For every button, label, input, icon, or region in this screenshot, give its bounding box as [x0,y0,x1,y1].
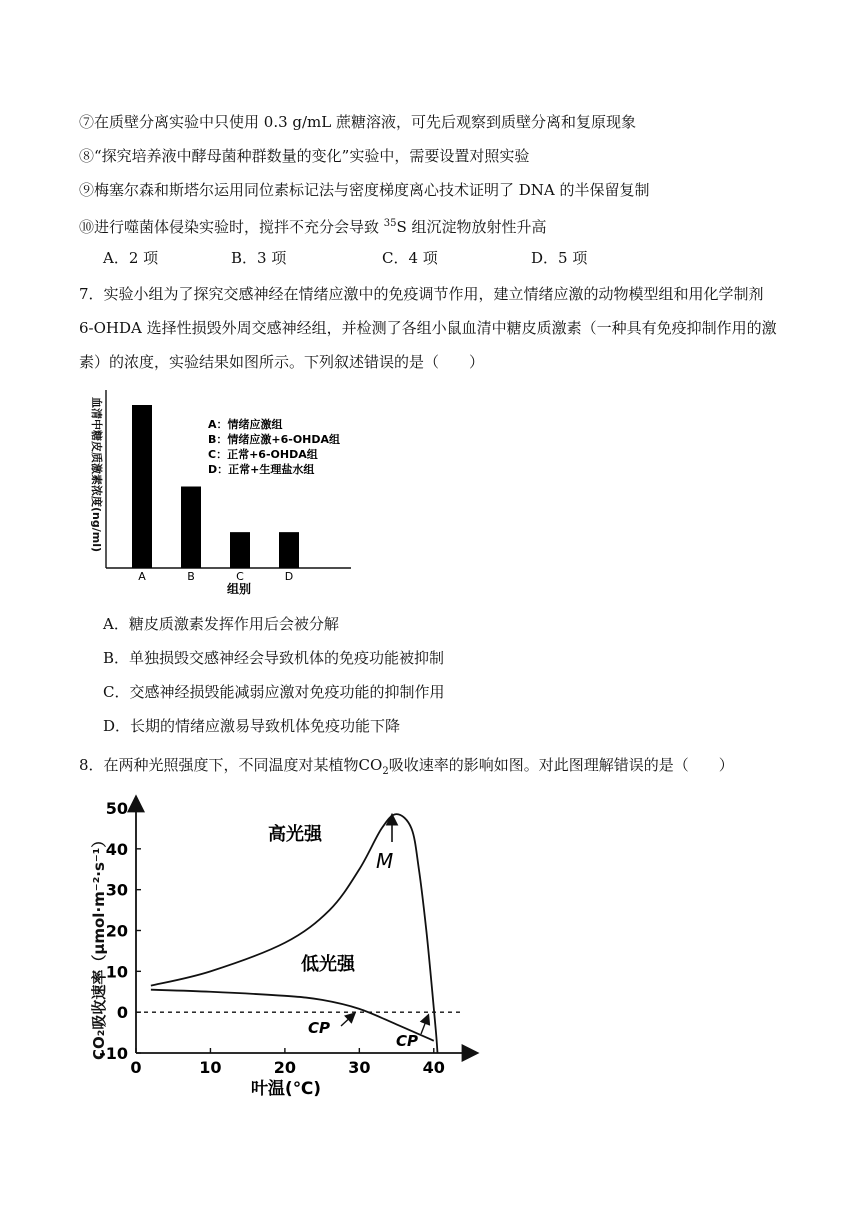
bar-category-label: B [187,570,195,583]
series-label-high-light: 高光强 [268,824,322,845]
y-tick-label: -10 [99,1044,128,1063]
annotation-m: M [376,849,394,873]
curve-high-light [151,814,438,1053]
annotation-cp-low: CP [308,1019,331,1037]
x-tick-label: 0 [130,1058,142,1077]
line-chart-ylabel: CO₂吸收速率（μmol·m⁻²·s⁻¹） [90,832,108,1060]
statement-8: ⑧“探究培养液中酵母菌种群数量的变化”实验中，需要设置对照实验 [79,147,530,165]
x-tick-label: 10 [199,1058,222,1077]
isotope-superscript: 35 [383,218,397,229]
q6-option-a: A．2 项 [103,249,159,267]
y-tick-label: 30 [105,880,128,900]
curve-low-light [151,990,434,1041]
y-tick-label: 50 [105,799,128,818]
bar-category-label: D [284,570,294,583]
arrow-cp-high [421,1016,428,1034]
bar-b [181,487,201,569]
arrow-cp-low [341,1014,354,1026]
q8-stem-suffix: 吸收速率的影响如图。对此图理解错误的是（ ） [388,756,734,774]
q6-option-c: C．4 项 [382,249,438,267]
hormone-bar-chart [76,385,376,600]
bar-a [132,405,152,568]
q7-stem-line-1: 7．实验小组为了探究交感神经在情绪应激中的免疫调节作用，建立情绪应激的动物模型组和用化学制剂 [79,285,764,303]
x-tick-label: 30 [348,1058,371,1077]
q8-co2-subscript: 2 [382,766,389,777]
q6-option-d: D．5 项 [531,249,588,267]
bar-chart-ylabel: 血清中糖皮质激素浓度(ng/ml) [90,397,103,553]
y-tick-label: 0 [116,1003,128,1023]
x-tick-label: 20 [273,1058,297,1077]
x-tick-label: 40 [422,1058,445,1077]
bar-d [279,532,299,568]
y-tick-label: 40 [105,839,128,859]
q7-option-d: D．长期的情绪应激易导致机体免疫功能下降 [103,717,401,735]
q7-option-b: B．单独损毁交感神经会导致机体的免疫功能被抑制 [103,649,445,667]
statement-10-suffix: S 组沉淀物放射性升高 [396,218,547,236]
q7-stem-line-2: 6-OHDA 选择性损毁外周交感神经组，并检测了各组小鼠血清中糖皮质激素（一种具有免疫抑制作用的激 [79,319,777,337]
statement-10-prefix: ⑩进行噬菌体侵染实验时，搅拌不充分会导致 [79,218,384,236]
bar-legend-d: D：正常+生理盐水组 [208,463,315,476]
series-label-low-light: 低光强 [301,954,355,975]
bar-category-label: A [138,570,146,583]
q7-stem-line-3: 素）的浓度，实验结果如图所示。下列叙述错误的是（ ） [79,353,485,371]
q8-stem-prefix: 8．在两种光照强度下，不同温度对某植物 [79,756,359,774]
co2-uptake-line-chart [76,790,496,1110]
q7-option-a: A．糖皮质激素发挥作用后会被分解 [103,615,339,633]
bar-legend-b: B：情绪应激+6-OHDA组 [208,433,341,446]
bar-category-label: C [236,570,244,583]
q8-stem [79,755,734,782]
statement-10 [79,214,547,237]
line-chart-xlabel: 叶温(℃) [250,1079,322,1099]
q8-co2: CO [358,756,383,774]
statement-9: ⑨梅塞尔森和斯塔尔运用同位素标记法与密度梯度离心技术证明了 DNA 的半保留复制 [79,181,650,199]
statement-7: ⑦在质壁分离实验中只使用 0.3 g/mL 蔗糖溶液，可先后观察到质壁分离和复原现象 [79,113,637,131]
q7-option-c: C．交感神经损毁能减弱应激对免疫功能的抑制作用 [103,683,445,701]
y-tick-label: 20 [105,921,128,941]
bar-c [230,532,250,568]
q6-option-b: B．3 项 [231,249,287,267]
bar-legend-a: A：情绪应激组 [208,418,283,431]
bar-chart-xlabel: 组别 [226,582,252,596]
bar-legend-c: C：正常+6-OHDA组 [208,448,318,461]
y-tick-label: 10 [105,962,128,982]
annotation-cp-high: CP [396,1032,419,1050]
